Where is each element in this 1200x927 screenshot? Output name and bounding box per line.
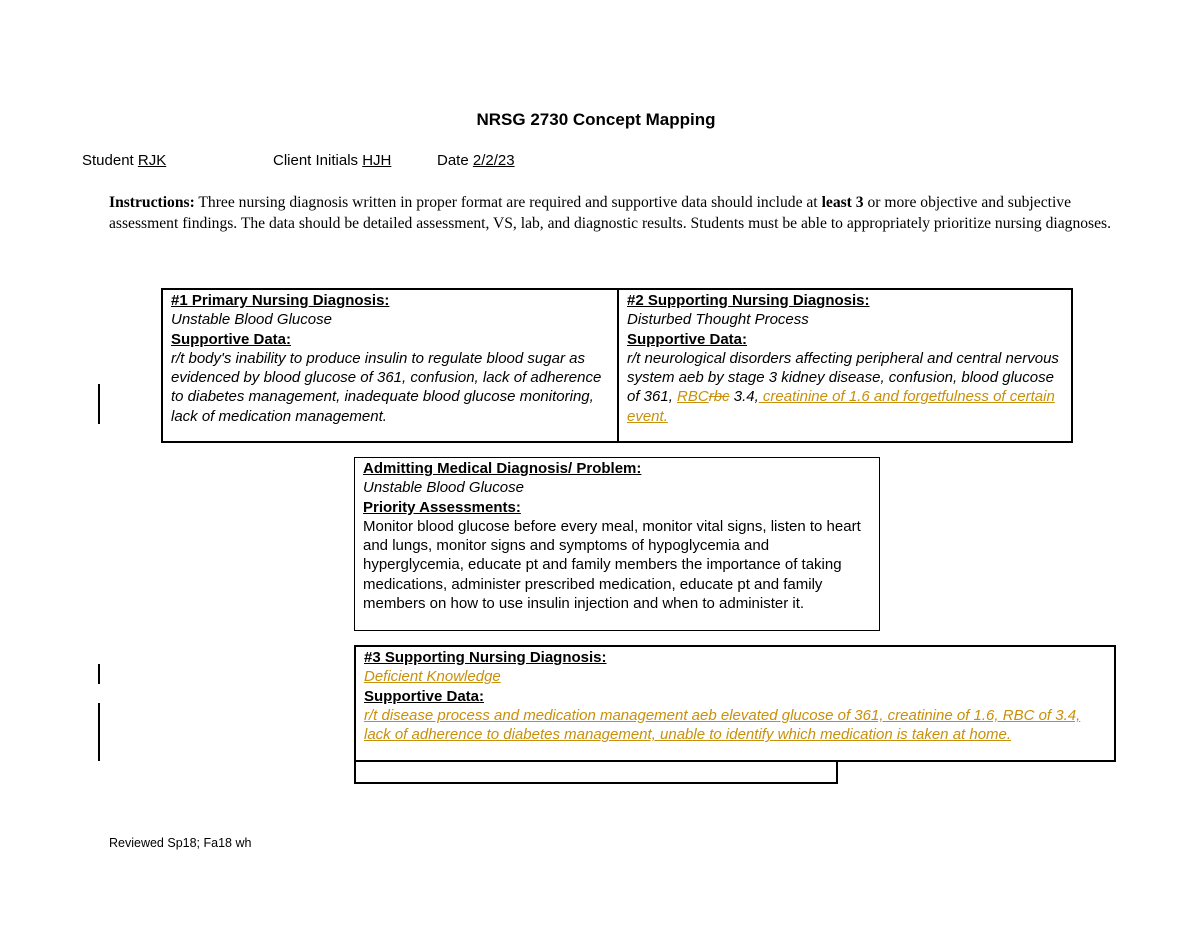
diagnosis3-support-text: r/t disease process and medication management aeb elevated glucose of 361, creatinine of 1.6, RBC of 3.4, lack of adherence to diabetes management, unable to identify which medication is taken at home. <box>364 706 1081 744</box>
client-value: HJH <box>362 152 392 169</box>
diagnosis2-support-value: 3.4, <box>733 388 759 406</box>
page-title: NRSG 2730 Concept Mapping <box>476 110 716 129</box>
medical-diagnosis-name: Unstable Blood Glucose <box>363 479 524 497</box>
diagnosis2-deleted-text: rbc <box>708 388 730 406</box>
footer-note: Reviewed Sp18; Fa18 wh <box>109 836 252 850</box>
instructions-emphasis: least 3 <box>821 194 864 211</box>
diagnosis2-support <box>627 349 1063 426</box>
date-value: 2/2/23 <box>472 152 515 169</box>
diagnosis2-name: Disturbed Thought Process <box>627 311 809 329</box>
instructions-text-2: or more objective and subjective assessment findings. The data should be detailed assessment, VS, lab, and diagnostic results. Students must be able to appropriately prioritize nursing diagnoses. <box>109 194 1112 232</box>
medical-diagnosis-box <box>354 457 880 631</box>
diagnosis2-header: #2 Supporting Nursing Diagnosis: <box>627 292 870 309</box>
date-field <box>437 152 515 169</box>
diagnosis1-support-header: Supportive Data: <box>171 330 292 348</box>
diagnosis3-box <box>354 645 1116 762</box>
diagnosis1-header: #1 Primary Nursing Diagnosis: <box>171 292 390 309</box>
instructions-label: Instructions: <box>109 194 195 211</box>
diagnosis2-revision-rbc: RBC <box>677 388 709 406</box>
client-label: Client Initials <box>273 152 359 169</box>
student-field <box>82 152 166 169</box>
diagnosis-table <box>161 288 1073 443</box>
diagnosis2-revision-tail: creatinine of 1.6 and forgetfulness of certain event. <box>627 388 1055 425</box>
diagnosis3-support-header: Supportive Data: <box>364 687 485 705</box>
change-bar <box>98 703 100 761</box>
empty-box <box>354 760 838 784</box>
diagnosis2-support-header: Supportive Data: <box>627 330 748 348</box>
diagnosis1-name: Unstable Blood Glucose <box>171 311 332 329</box>
diagnosis2-support-text: r/t neurological disorders affecting peripheral and central nervous system aeb by stage 3 kidney disease, confusion, blood glucose of 361, <box>627 349 1059 406</box>
diagnosis2-cell <box>617 290 1071 441</box>
diagnosis1-cell <box>163 290 617 441</box>
diagnosis1-support-text: r/t body's inability to produce insulin to regulate blood sugar as evidenced by blood glucose of 361, confusion, lack of adherence to diabetes management, inadequate blood glucose monitoring, lack of medication management. <box>171 349 602 425</box>
client-field <box>273 152 391 169</box>
instructions-text-1: Three nursing diagnosis written in proper format are required and supportive data should include at <box>198 194 818 211</box>
priority-text: Monitor blood glucose before every meal, monitor vital signs, listen to heart and lungs, monitor signs and symptoms of hypoglycemia and hyperglycemia, educate pt and family members the importance of taking medications, administer prescribed medication, educate pt and family members on how to use insulin injection and when to administer it. <box>363 517 861 613</box>
instructions <box>109 192 1139 234</box>
change-bar <box>98 384 100 424</box>
diagnosis3-name: Deficient Knowledge <box>364 668 501 686</box>
student-label: Student <box>82 152 134 169</box>
student-value: RJK <box>137 152 167 169</box>
change-bar <box>98 664 100 684</box>
medical-header: Admitting Medical Diagnosis/ Problem: <box>363 460 642 477</box>
priority-header: Priority Assessments: <box>363 498 521 516</box>
date-label: Date <box>437 152 469 169</box>
diagnosis3-header: #3 Supporting Nursing Diagnosis: <box>364 649 607 666</box>
